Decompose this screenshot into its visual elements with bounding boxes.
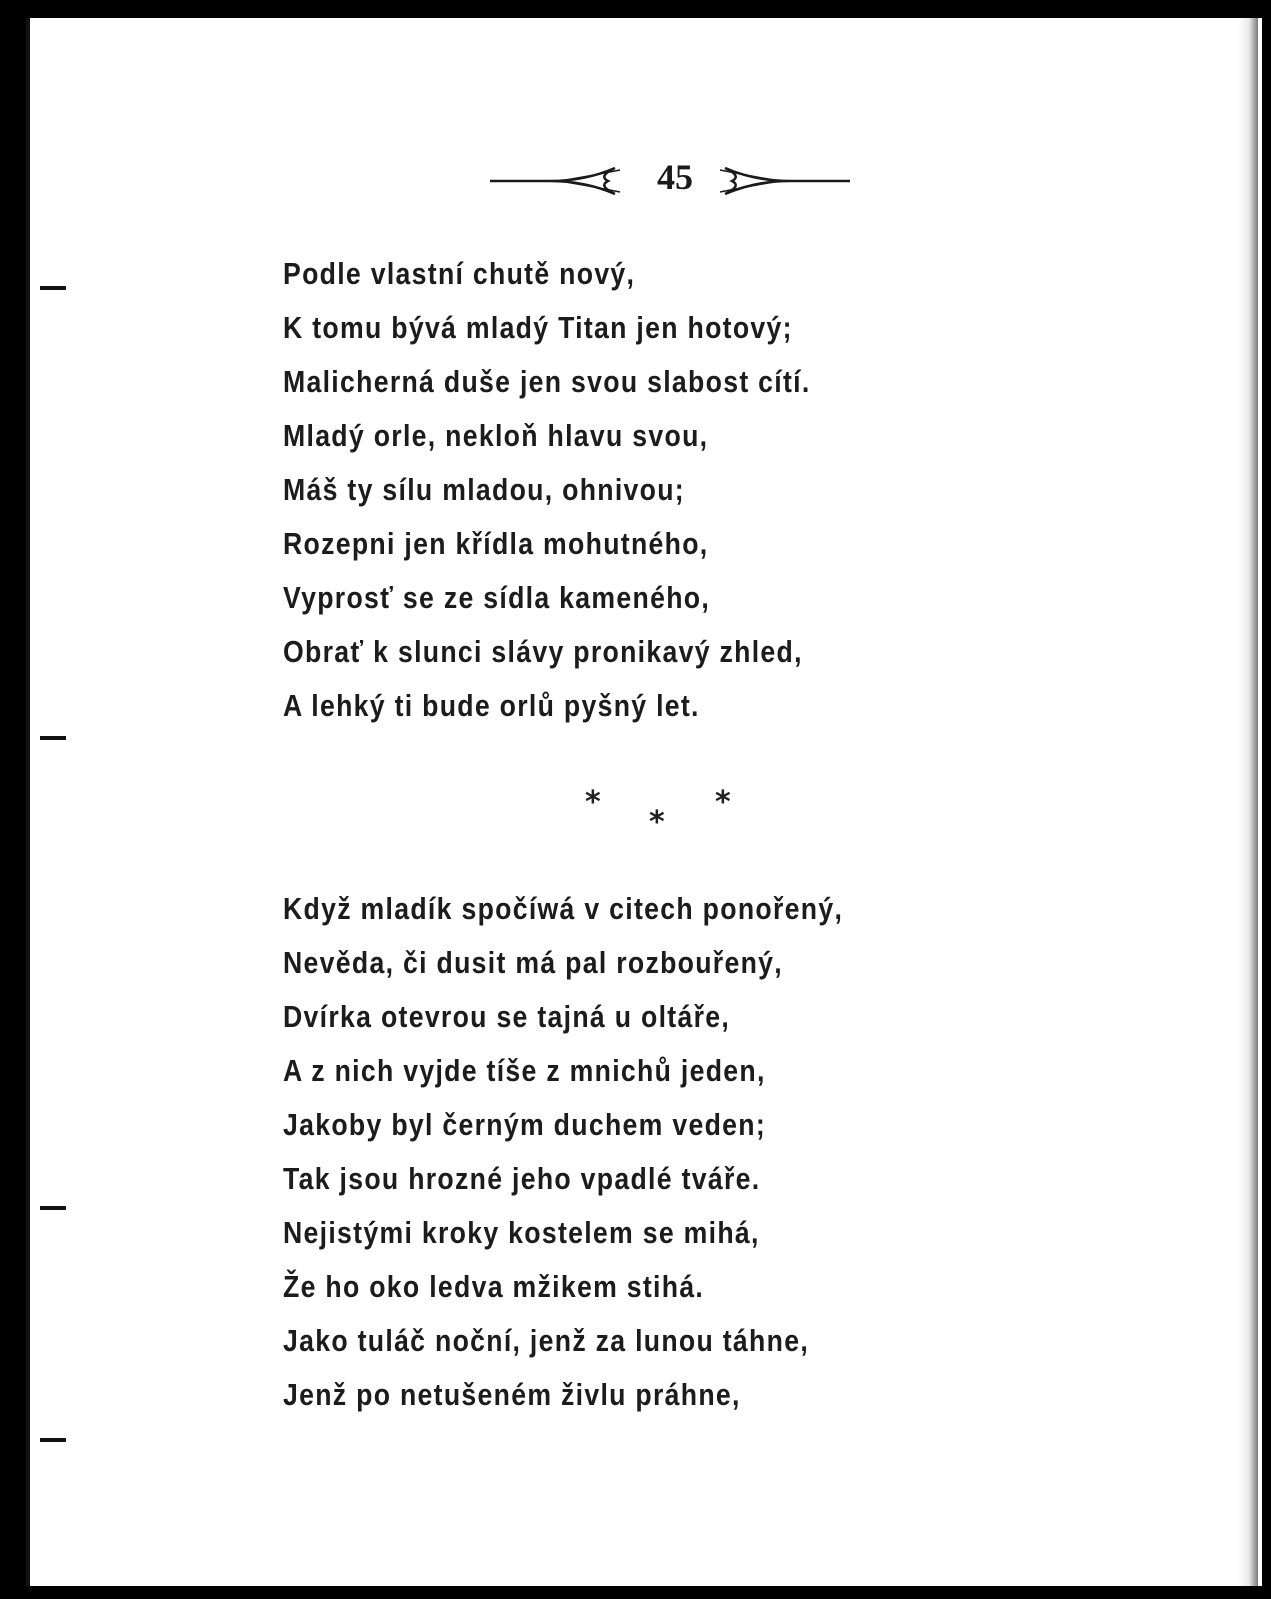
asterisk-icon: * [649,805,665,840]
asterism-separator [585,785,755,845]
asterisk-icon: * [715,785,731,820]
verse-line: A z nich vyjde tíše z mnichů jeden, [283,1053,766,1088]
page-header [490,150,860,210]
verse-line: Máš ty sílu mladou, ohnivou; [283,472,685,507]
verse-line: Mladý orle, nekloň hlavu svou, [283,418,709,453]
verse-line: Vyprosť se ze sídla kameného, [283,580,711,615]
binding-mark [40,736,66,740]
page-number: 45 [657,157,693,197]
verse-line: Podle vlastní chutě nový, [283,256,636,291]
left-ornament-icon [490,164,628,198]
verse-line: Malicherná duše jen svou slabost cítí. [283,364,811,399]
verse-line: Jako tuláč noční, jenž za lunou táhne, [283,1323,810,1358]
verse-line: Když mladík spočíwá v citech ponořený, [283,891,844,926]
verse-line: Nejistými kroky kostelem se mihá, [283,1215,760,1250]
binding-mark [40,1206,66,1210]
verse-line: Rozepni jen křídla mohutného, [283,526,709,561]
page-edge-shadow [1238,18,1258,1586]
verse-line: Nevěda, či dusit má pal rozbouřený, [283,945,783,980]
verse-line: A lehký ti bude orlů pyšný let. [283,688,700,723]
binding-mark [40,286,66,290]
binding-mark [40,1438,66,1442]
verse-line: Tak jsou hrozné jeho vpadlé tváře. [283,1161,761,1196]
verse-line: Jakoby byl černým duchem veden; [283,1107,767,1142]
verse-line: Že ho oko ledva mžikem stihá. [283,1269,705,1304]
stanza-1 [283,247,896,733]
verse-line: Jenž po netušeném živlu práhne, [283,1377,741,1412]
verse-line: Obrať k slunci slávy pronikavý zhled, [283,634,803,669]
verse-line: Dvírka otevrou se tajná u oltáře, [283,999,731,1034]
right-ornament-icon [712,164,850,198]
stanza-2 [283,882,934,1422]
verse-line: K tomu bývá mladý Titan jen hotový; [283,310,793,345]
asterisk-icon: * [585,785,601,820]
